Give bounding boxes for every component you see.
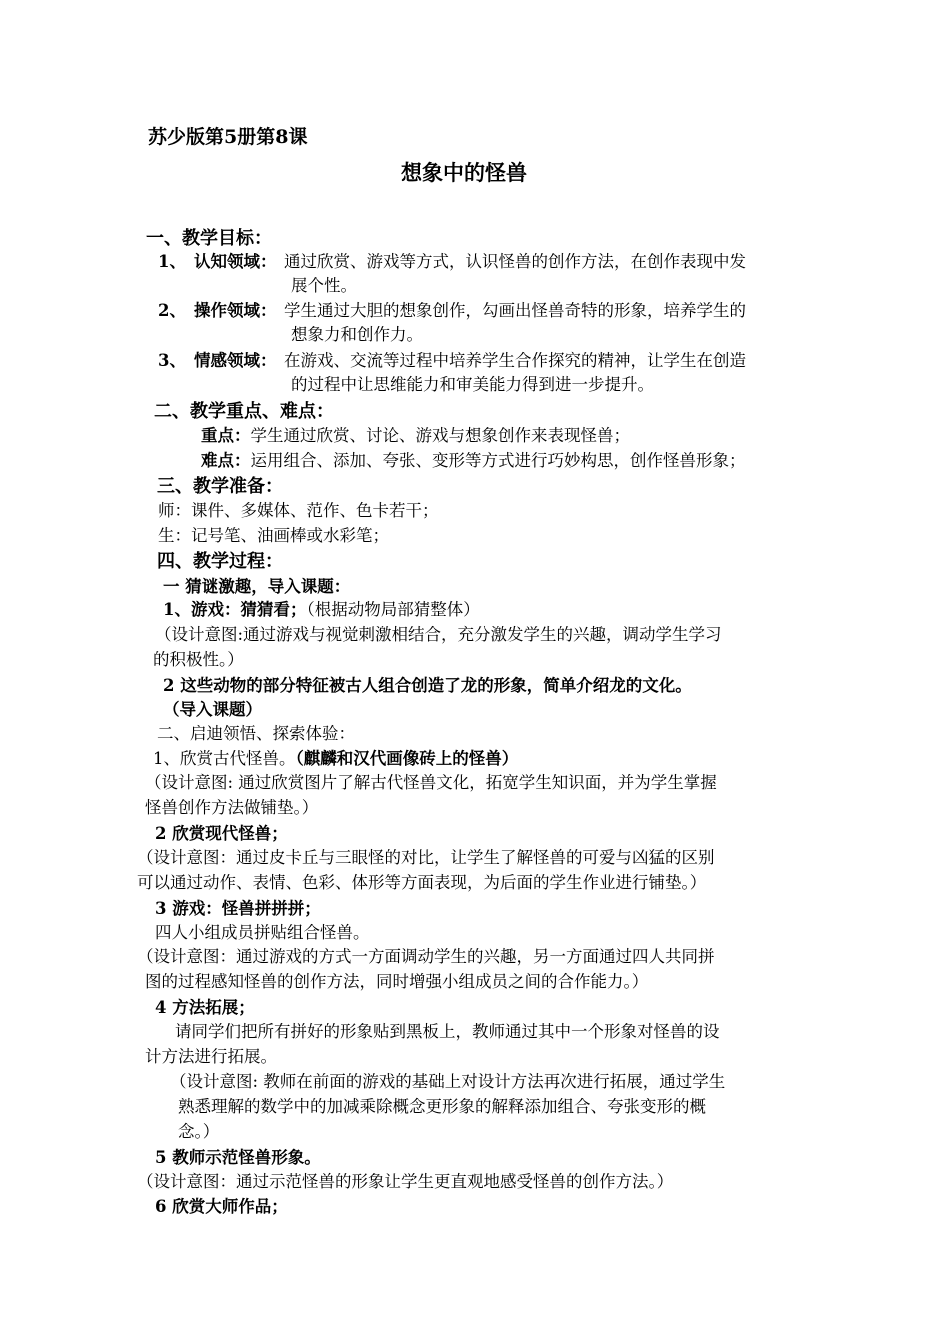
design-intent-cont: 可以通过动作、表情、色彩、体形等方面表现，为后面的学生作业进行铺垫。） xyxy=(137,873,707,892)
lesson-series: 苏少版第5册第8课 xyxy=(148,126,308,148)
step-1-1-title: 1、游戏：猜猜看； xyxy=(163,600,307,619)
design-intent: （设计意图:通过游戏与视觉刺激相结合，充分激发学生的兴趣，调动学生学习 xyxy=(155,625,722,644)
section-heading-preparation: 三、教学准备： xyxy=(157,476,283,497)
key-point-text: 学生通过欣赏、讨论、游戏与想象创作来表现怪兽； xyxy=(250,426,630,445)
goal-text-cont: 想象力和创作力。 xyxy=(291,325,423,344)
student-prep: 生：记号笔、油画棒或水彩笔； xyxy=(158,526,389,545)
step-2-1-note: （麒麟和汉代画像砖上的怪兽） xyxy=(295,749,519,768)
step-1-2: 2 这些动物的部分特征被古人组合创造了龙的形象，简单介绍龙的文化。 xyxy=(163,676,692,695)
step-2-4-text: 请同学们把所有拼好的形象贴到黑板上，教师通过其中一个形象对怪兽的设 xyxy=(175,1022,720,1041)
design-intent-cont: 怪兽创作方法做铺垫。） xyxy=(145,798,319,817)
part1-title: 一 猜谜激趣，导入课题： xyxy=(163,577,351,596)
teacher-prep: 师：课件、多媒体、范作、色卡若干； xyxy=(158,501,439,520)
goal-text: 在游戏、交流等过程中培养学生合作探究的精神，让学生在创造 xyxy=(284,351,746,370)
goal-number: 2、 xyxy=(158,301,186,320)
design-intent: （设计意图：通过游戏的方式一方面调动学生的兴趣，另一方面通过四人共同拼 xyxy=(137,947,715,966)
key-point-label: 重点： xyxy=(201,426,251,445)
key-point xyxy=(201,425,630,447)
step-2-5: 5 教师示范怪兽形象。 xyxy=(155,1148,321,1167)
design-intent-cont: 图的过程感知怪兽的创作方法，同时增强小组成员之间的合作能力。） xyxy=(145,972,649,991)
page-title: 想象中的怪兽 xyxy=(401,160,527,185)
step-1-2-cont: （导入课题） xyxy=(163,700,262,719)
step-2-3-text: 四人小组成员拼贴组合怪兽。 xyxy=(155,923,370,942)
difficult-point-label: 难点： xyxy=(201,451,251,470)
part2-title: 二、启迪领悟、探索体验： xyxy=(157,724,355,743)
goal-label: 操作领域： xyxy=(194,301,277,320)
step-2-4: 4 方法拓展； xyxy=(155,998,255,1017)
goal-text-cont: 展个性。 xyxy=(291,276,357,295)
step-1-1-note: （根据动物局部猜整体） xyxy=(306,600,480,619)
design-intent: （设计意图: 通过欣赏图片了解古代怪兽文化，拓宽学生知识面，并为学生掌握 xyxy=(145,773,717,792)
step-2-1-title: 1、欣赏古代怪兽。 xyxy=(153,749,296,768)
goal-label: 认知领域： xyxy=(194,252,277,271)
step-2-1 xyxy=(153,748,518,770)
design-intent-cont: 念。） xyxy=(178,1122,220,1141)
step-2-4-text-cont: 计方法进行拓展。 xyxy=(145,1047,277,1066)
section-heading-process: 四、教学过程： xyxy=(157,551,283,572)
goal-number: 1、 xyxy=(158,252,186,271)
section-heading-keypoints: 二、教学重点、难点： xyxy=(154,401,334,422)
step-2-6: 6 欣赏大师作品； xyxy=(155,1197,288,1216)
difficult-point-text: 运用组合、添加、夸张、变形等方式进行巧妙构思，创作怪兽形象； xyxy=(250,451,746,470)
design-intent: （设计意图：通过示范怪兽的形象让学生更直观地感受怪兽的创作方法。） xyxy=(137,1172,674,1191)
design-intent: （设计意图: 教师在前面的游戏的基础上对设计方法再次进行拓展，通过学生 xyxy=(170,1072,726,1091)
design-intent-cont: 的积极性。） xyxy=(153,650,244,669)
goal-label: 情感领域： xyxy=(194,351,277,370)
goal-text: 学生通过大胆的想象创作，勾画出怪兽奇特的形象，培养学生的 xyxy=(284,301,746,320)
goal-text: 通过欣赏、游戏等方式，认识怪兽的创作方法，在创作表现中发 xyxy=(284,252,746,271)
step-2-2: 2 欣赏现代怪兽； xyxy=(155,824,288,843)
step-1-1 xyxy=(163,599,480,621)
step-2-3: 3 游戏：怪兽拼拼拼； xyxy=(155,899,321,918)
design-intent: （设计意图：通过皮卡丘与三眼怪的对比，让学生了解怪兽的可爱与凶猛的区别 xyxy=(137,848,715,867)
section-heading-goals: 一、教学目标： xyxy=(146,228,272,249)
goal-number: 3、 xyxy=(158,351,186,370)
difficult-point xyxy=(201,450,746,472)
design-intent-cont: 熟悉理解的数学中的加减乘除概念更形象的解释添加组合、夸张变形的概 xyxy=(178,1097,706,1116)
goal-text-cont: 的过程中让思维能力和审美能力得到进一步提升。 xyxy=(291,375,654,394)
